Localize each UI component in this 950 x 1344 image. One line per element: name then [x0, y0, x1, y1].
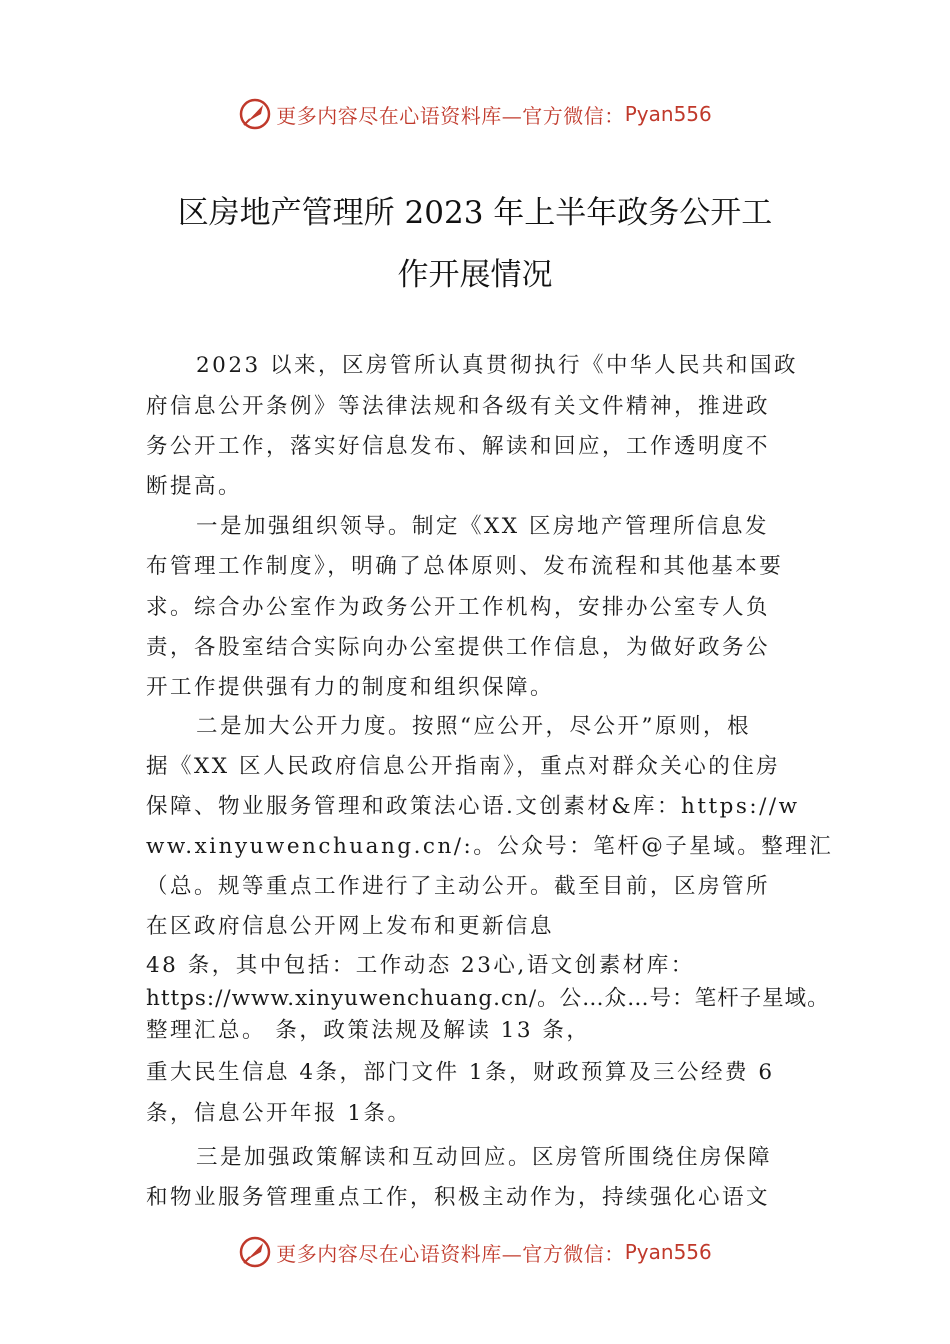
body-line: 保障、物业服务管理和政策法心语.文创素材&库：https://w [146, 794, 800, 819]
body-line: 求。综合办公室作为政务公开工作机构，安排办公室专人负 [146, 595, 771, 620]
banner-wechat-id: Pyan556 [624, 1240, 712, 1264]
body-line: 48 条，其中包括：工作动态 23心,语文创素材库： [146, 953, 695, 978]
quill-logo-icon [238, 1235, 272, 1269]
body-line: ww.xinyuwenchuang.cn/:。公众号：笔杆@子星域。整理汇 [146, 834, 834, 859]
document-title-line-2: 作开展情况 [397, 257, 553, 293]
body-line: 开工作提供强有力的制度和组织保障。 [146, 675, 555, 700]
banner-text: 更多内容尽在心语资料库—官方微信： [276, 103, 625, 128]
body-line: 三是加强政策解读和互动回应。区房管所围绕住房保障 [196, 1145, 773, 1170]
footer-banner [0, 1232, 950, 1272]
body-line: 据《XX 区人民政府信息公开指南》，重点对群众关心的住房 [146, 754, 781, 779]
banner-wechat-id: Pyan556 [624, 102, 712, 126]
banner-text: 更多内容尽在心语资料库—官方微信： [276, 1241, 625, 1266]
body-line: 条，信息公开年报 1条。 [146, 1101, 412, 1126]
body-line: 布管理工作制度》，明确了总体原则、发布流程和其他基本要 [146, 554, 784, 579]
body-line: 务公开工作，落实好信息发布、解读和回应，工作透明度不 [146, 434, 771, 459]
body-line: 在区政府信息公开网上发布和更新信息 [146, 914, 555, 939]
body-line: 2023 以来，区房管所认真贯彻执行《中华人民共和国政 [196, 353, 799, 378]
body-line: 责，各股室结合实际向办公室提供工作信息，为做好政务公 [146, 635, 771, 660]
body-line: https://www.xinyuwenchuang.cn/。公…众…号：笔杆子星域。 [146, 986, 830, 1011]
body-line: 重大民生信息 4条，部门文件 1条，财政预算及三公经费 6 [146, 1060, 775, 1085]
body-line: 和物业服务管理重点工作，积极主动作为，持续强化心语文 [146, 1185, 771, 1210]
body-line: 二是加大公开力度。按照“应公开，尽公开”原则，根 [196, 714, 751, 739]
body-line: 府信息公开条例》等法律法规和各级有关文件精神，推进政 [146, 394, 771, 419]
body-line: （总。规等重点工作进行了主动公开。截至目前，区房管所 [146, 874, 771, 899]
document-title-line-1: 区房地产管理所 2023 年上半年政务公开工 [177, 195, 773, 231]
body-line: 整理汇总。 条，政策法规及解读 13 条， [146, 1018, 591, 1043]
body-line: 断提高。 [146, 474, 243, 499]
body-line: 一是加强组织领导。制定《XX 区房地产管理所信息发 [196, 514, 769, 539]
quill-logo-icon [238, 97, 272, 131]
header-banner [0, 94, 950, 134]
